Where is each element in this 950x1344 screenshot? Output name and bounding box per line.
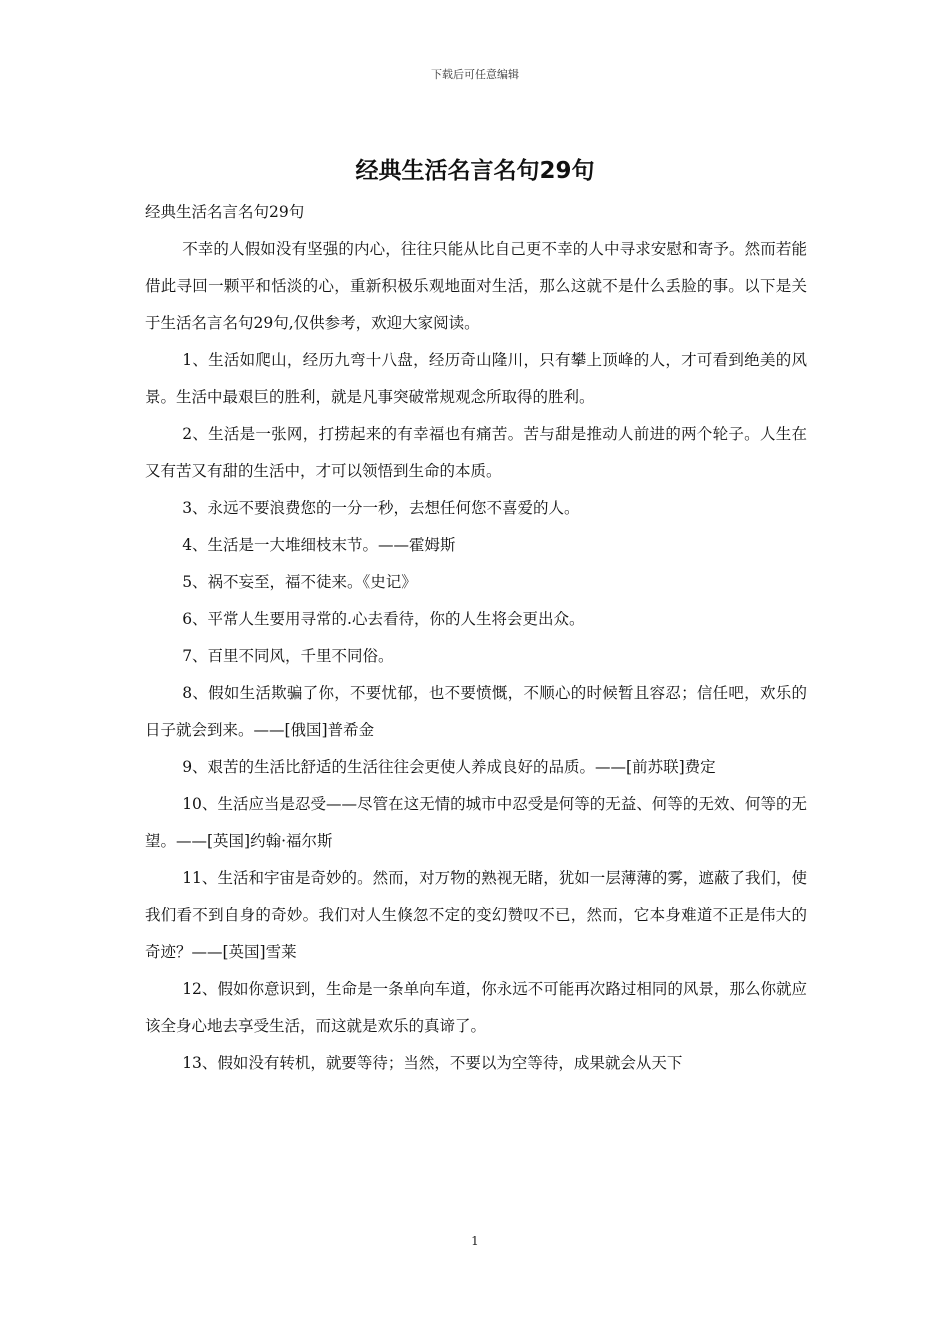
document-title: 经典生活名言名句29句 [355,158,595,184]
document-body [145,194,807,1082]
quote-item: 5、祸不妄至，福不徒来。《史记》 [182,573,417,591]
quote-item: 1、生活如爬山，经历九弯十八盘，经历奇山隆川，只有攀上顶峰的人，才可看到绝美的风景。生活中最艰巨的胜利，就是凡事突破常规观念所取得的胜利。 [145,351,807,406]
quote-item: 6、平常人生要用寻常的.心去看待，你的人生将会更出众。 [182,610,585,628]
header-note: 下载后可任意编辑 [431,68,519,81]
quote-item: 7、百里不同风，千里不同俗。 [182,647,394,665]
quote-item: 2、生活是一张网，打捞起来的有幸福也有痛苦。苦与甜是推动人前进的两个轮子。人生在又有苦又有甜的生活中，才可以领悟到生命的本质。 [145,425,807,480]
quote-item: 4、生活是一大堆细枝末节。——霍姆斯 [182,536,456,554]
quote-item: 10、生活应当是忍受——尽管在这无情的城市中忍受是何等的无益、何等的无效、何等的无望。——[英国]约翰·福尔斯 [145,795,807,850]
page-number: 1 [471,1234,479,1248]
quote-item: 9、艰苦的生活比舒适的生活往往会更使人养成良好的品质。——[前苏联]费定 [182,758,716,776]
quote-item: 13、假如没有转机，就要等待；当然，不要以为空等待，成果就会从天下 [182,1054,683,1072]
subtitle: 经典生活名言名句29句 [145,203,305,221]
intro-paragraph: 不幸的人假如没有坚强的内心，往往只能从比自己更不幸的人中寻求安慰和寄予。然而若能借此寻回一颗平和恬淡的心，重新积极乐观地面对生活，那么这就不是什么丢脸的事。以下是关于生活名言名句29句,仅供参考，欢迎大家阅读。 [145,240,807,332]
quote-item: 12、假如你意识到，生命是一条单向车道，你永远不可能再次路过相同的风景，那么你就应该全身心地去享受生活，而这就是欢乐的真谛了。 [145,980,807,1035]
quote-item: 8、假如生活欺骗了你，不要忧郁，也不要愤慨，不顺心的时候暂且容忍；信任吧，欢乐的日子就会到来。——[俄国]普希金 [145,684,807,739]
quote-item: 3、永远不要浪费您的一分一秒，去想任何您不喜爱的人。 [182,499,580,517]
quote-item: 11、生活和宇宙是奇妙的。然而，对万物的熟视无睹，犹如一层薄薄的雾，遮蔽了我们，使我们看不到自身的奇妙。我们对人生倏忽不定的变幻赞叹不已，然而，它本身难道不正是伟大的奇迹？——[英国]雪莱 [145,869,807,961]
